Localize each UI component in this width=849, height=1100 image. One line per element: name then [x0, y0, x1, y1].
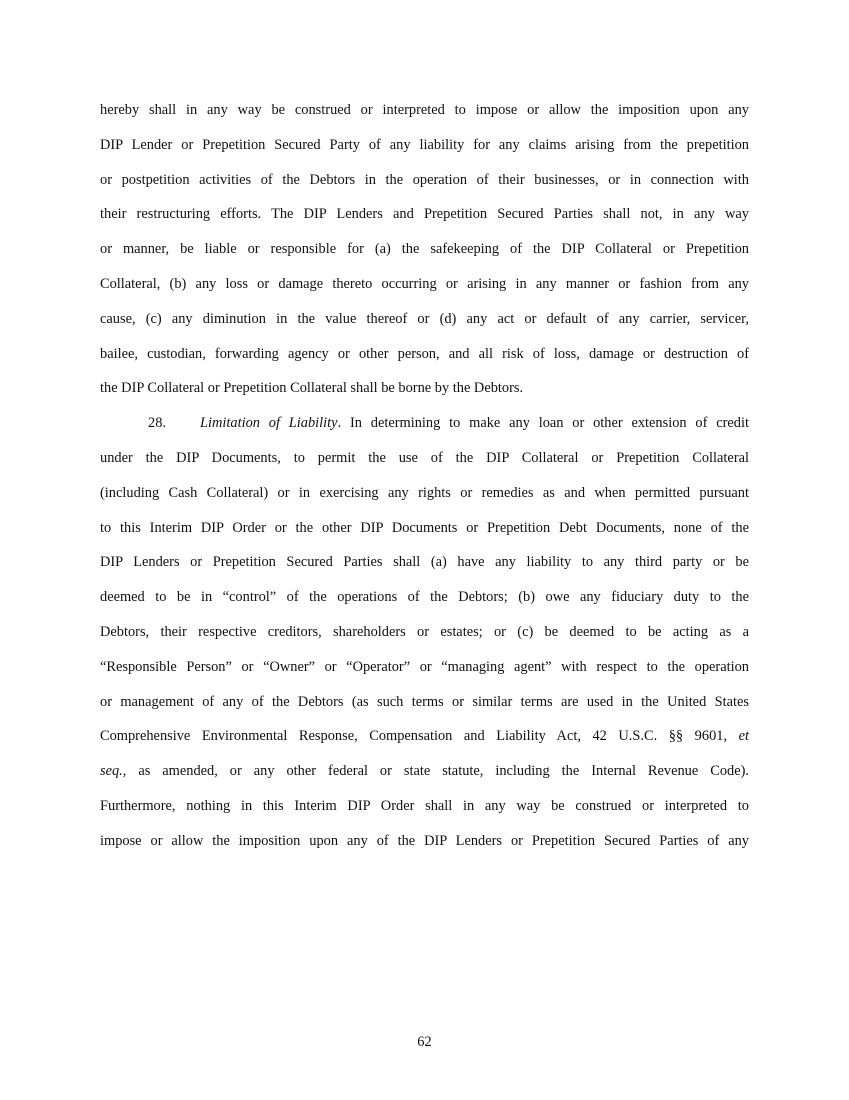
text-line: Furthermore, nothing in this Interim DIP Order shall in any way be construed or interpreted to	[100, 797, 749, 814]
section-number: 28.	[148, 415, 166, 432]
section-first-line-text: In determining to make any loan or other extension of credit	[341, 415, 749, 432]
text-line: or management of any of the Debtors (as such terms or similar terms are used in the United States	[100, 693, 749, 710]
section-heading-period: .	[337, 415, 342, 432]
text-line: (including Cash Collateral) or in exercising any rights or remedies as and when permitted pursuant	[100, 484, 749, 501]
text-line: Collateral, (b) any loss or damage thereto occurring or arising in any manner or fashion from any	[100, 275, 749, 292]
text-line: bailee, custodian, forwarding agency or other person, and all risk of loss, damage or destruction of	[100, 345, 749, 362]
section-28-first-line	[100, 410, 749, 445]
text-line: under the DIP Documents, to permit the use of the DIP Collateral or Prepetition Collateral	[100, 449, 749, 466]
text-line-with-italic	[100, 758, 749, 793]
text-line: their restructuring efforts. The DIP Lenders and Prepetition Secured Parties shall not, in any way	[100, 206, 749, 223]
text-line: to this Interim DIP Order or the other DIP Documents or Prepetition Debt Documents, none of the	[100, 519, 749, 536]
text-line: or manner, be liable or responsible for (a) the safekeeping of the DIP Collateral or Prepetition	[100, 241, 749, 258]
text-line: Debtors, their respective creditors, shareholders or estates; or (c) be deemed to be acting as a	[100, 623, 749, 640]
section-heading: Limitation of Liability	[200, 415, 338, 432]
italic-seq: seq.	[100, 763, 123, 780]
body-text	[100, 97, 749, 863]
italic-et: et	[738, 728, 749, 745]
text-line: or postpetition activities of the Debtors in the operation of their businesses, or in connection with	[100, 171, 749, 188]
text-line: hereby shall in any way be construed or interpreted to impose or allow the imposition upon any	[100, 102, 749, 118]
paragraph-last-line: the DIP Collateral or Prepetition Collateral shall be borne by the Debtors.	[100, 380, 524, 397]
text-line: “Responsible Person” or “Owner” or “Operator” or “managing agent” with respect to the operation	[100, 658, 749, 675]
text-line: deemed to be in “control” of the operations of the Debtors; (b) owe any fiduciary duty to the	[100, 589, 749, 606]
text-segment: Comprehensive Environmental Response, Compensation and Liability Act, 42 U.S.C. §§ 9601,	[100, 728, 739, 745]
text-line: DIP Lenders or Prepetition Secured Parties shall (a) have any liability to any third party or be	[100, 554, 749, 571]
text-line: DIP Lender or Prepetition Secured Party of any liability for any claims arising from the prepetition	[100, 136, 749, 153]
text-line-with-italic	[100, 723, 749, 758]
text-segment: , as amended, or any other federal or state statute, including the Internal Revenue Code).	[122, 763, 749, 780]
text-line: impose or allow the imposition upon any of the DIP Lenders or Prepetition Secured Parties of any	[100, 832, 749, 849]
text-line: cause, (c) any diminution in the value thereof or (d) any act or default of any carrier, servicer,	[100, 310, 749, 327]
page-number: 62	[417, 1034, 432, 1050]
